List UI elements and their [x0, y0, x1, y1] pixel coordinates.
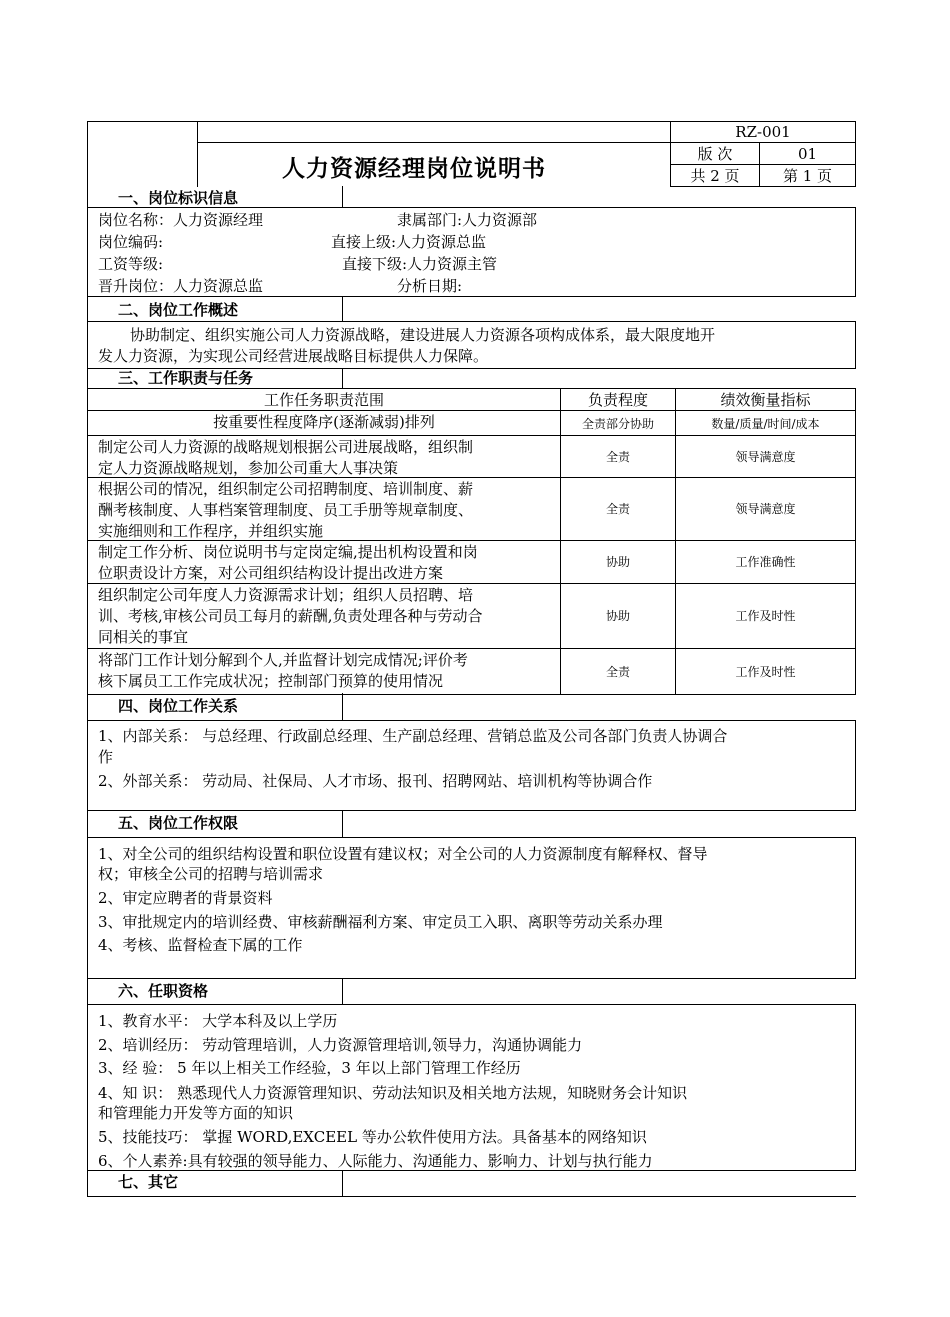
duty-degree-cell	[560, 540, 676, 584]
overview-line-2: 发人力资源，为实现公司经营进展战略目标提供人力保障。	[98, 347, 489, 365]
duties-col1-sub: 按重要性程度降序(逐渐减弱)排列	[213, 413, 435, 431]
duty-metric: 工作及时性	[735, 664, 796, 679]
duty-metric-cell	[675, 648, 856, 695]
doc-number: RZ-001	[735, 123, 791, 141]
duty-degree: 全责	[605, 664, 630, 679]
relations-internal-2: 作	[98, 748, 114, 766]
authority-2: 2、审定应聘者的背景资料	[98, 889, 273, 907]
version-label: 版 次	[697, 145, 733, 163]
total-pages: 共 2 页	[690, 167, 740, 185]
authority-1-line-2: 权；审核全公司的招聘与培训需求	[98, 865, 324, 883]
duty-metric-cell	[675, 540, 856, 584]
duty-metric: 工作准确性	[735, 555, 796, 569]
duties-header-divider	[87, 410, 856, 411]
duty-degree: 全责	[605, 449, 630, 464]
qualification-experience: 3、经 验： 5 年以上相关工作经验，3 年以上部门管理工作经历	[98, 1059, 521, 1077]
duty-task-line: 制定公司人力资源的战略规划根据公司进展战略，组织制	[98, 438, 474, 456]
promotion-post: 晋升岗位：人力资源总监	[98, 277, 264, 295]
duty-degree-cell	[560, 477, 676, 541]
duty-task-cell	[87, 435, 561, 478]
document-title: 人力资源经理岗位说明书	[282, 156, 546, 182]
duties-col3-sub: 数量/质量/时间/成本	[711, 417, 820, 431]
qualification-knowledge-1: 4、知 识： 熟悉现代人力资源管理知识、劳动法知识及相关地方法规，知晓财务会计知识	[98, 1084, 688, 1102]
duty-task-line: 制定工作分析、岗位说明书与定岗定编,提出机构设置和岗	[98, 543, 478, 561]
duty-task-cell	[87, 540, 561, 584]
relations-external: 2、外部关系： 劳动局、社保局、人才市场、报刊、招聘网站、培训机构等协调合作	[98, 772, 653, 790]
post-name: 岗位名称：人力资源经理	[98, 211, 264, 229]
department: 隶属部门:人力资源部	[397, 211, 538, 229]
salary-grade: 工资等级:	[98, 255, 164, 273]
section-5-title: 五、岗位工作权限	[118, 814, 239, 832]
section-7-title: 七、其它	[118, 1173, 179, 1191]
section-7-content-line	[342, 1170, 856, 1197]
qualification-knowledge-2: 和管理能力开发等方面的知识	[98, 1104, 294, 1122]
duty-task-line: 训、考核,审核公司员工每月的薪酬,负责处理各种与劳动合	[98, 607, 483, 625]
duties-col1-header: 工作任务职责范围	[263, 391, 384, 409]
section-6-title: 六、任职资格	[118, 982, 209, 1000]
analysis-date: 分析日期:	[397, 277, 463, 295]
duty-task-line: 同相关的事宜	[98, 628, 189, 646]
authority-3: 3、审批规定内的培训经费、审核薪酬福利方案、审定员工入职、离职等劳动关系办理	[98, 913, 663, 931]
duty-task-line: 将部门工作计划分解到个人,并监督计划完成情况;评价考	[98, 651, 468, 669]
duty-metric: 领导满意度	[735, 502, 796, 516]
duty-task-line: 组织制定公司年度人力资源需求计划；组织人员招聘、培	[98, 586, 474, 604]
duty-degree-cell	[560, 648, 676, 695]
duty-task-line: 定人力资源战略规划，参加公司重大人事决策	[98, 459, 399, 477]
qualification-training: 2、培训经历： 劳动管理培训，人力资源管理培训,领导力，沟通协调能力	[98, 1036, 583, 1054]
duty-degree-cell	[560, 435, 676, 478]
duty-metric-cell	[675, 435, 856, 478]
duty-degree-cell	[560, 583, 676, 649]
page-number: 第 1 页	[782, 167, 833, 185]
duty-metric: 领导满意度	[735, 449, 796, 464]
duties-col3-header: 绩效衡量指标	[720, 391, 811, 409]
duty-task-cell	[87, 477, 561, 541]
duty-degree: 全责	[605, 502, 630, 516]
duties-col2-header: 负责程度	[587, 391, 648, 409]
section-4-title: 四、岗位工作关系	[118, 697, 239, 715]
duty-task-line: 核下属员工工作完成状况；控制部门预算的使用情况	[98, 672, 444, 690]
header-left-cell	[87, 121, 198, 187]
duty-task-cell	[87, 583, 561, 649]
duty-metric-cell	[675, 477, 856, 541]
duty-task-line: 位职责设计方案，对公司组织结构设计提出改进方案	[98, 564, 444, 582]
section-2-title: 二、岗位工作概述	[118, 301, 239, 319]
version-value: 01	[797, 145, 818, 163]
qualification-education: 1、教育水平： 大学本科及以上学历	[98, 1012, 338, 1030]
overview-line-1: 协助制定、组织实施公司人力资源战略，建设进展人力资源各项构成体系，最大限度地开	[130, 326, 716, 344]
authority-1-line-1: 1、对全公司的组织结构设置和职位设置有建议权；对全公司的人力资源制度有解释权、督导	[98, 845, 708, 863]
relations-internal-1: 1、内部关系： 与总经理、行政副总经理、生产副总经理、营销总监及公司各部门负责人协调合	[98, 727, 728, 745]
duties-col2-sub: 全责部分协助	[581, 417, 654, 431]
direct-subordinate: 直接下级:人力资源主管	[342, 255, 498, 273]
duty-degree: 协助	[605, 555, 630, 569]
direct-superior: 直接上级:人力资源总监	[331, 233, 487, 251]
duty-task-cell	[87, 648, 561, 695]
qualification-personal: 6、个人素养:具有较强的领导能力、人际能力、沟通能力、影响力、计划与执行能力	[98, 1152, 653, 1170]
duty-degree: 协助	[605, 609, 630, 623]
duty-metric: 工作及时性	[735, 609, 796, 623]
post-code: 岗位编码:	[98, 233, 164, 251]
header-title-cell	[197, 121, 671, 143]
section-3-title: 三、工作职责与任务	[118, 369, 254, 387]
duty-task-line: 酬考核制度、人事档案管理制度、员工手册等规章制度、	[98, 501, 474, 519]
authority-4: 4、考核、监督检查下属的工作	[98, 936, 303, 954]
duty-task-line: 根据公司的情况，组织制定公司招聘制度、培训制度、薪	[98, 480, 474, 498]
duty-metric-cell	[675, 583, 856, 649]
qualification-skills: 5、技能技巧： 掌握 WORD,EXCEEL 等办公软件使用方法。具备基本的网络知识	[98, 1128, 647, 1146]
duty-task-line: 实施细则和工作程序，并组织实施	[98, 522, 324, 540]
section-1-title: 一、岗位标识信息	[118, 189, 239, 207]
